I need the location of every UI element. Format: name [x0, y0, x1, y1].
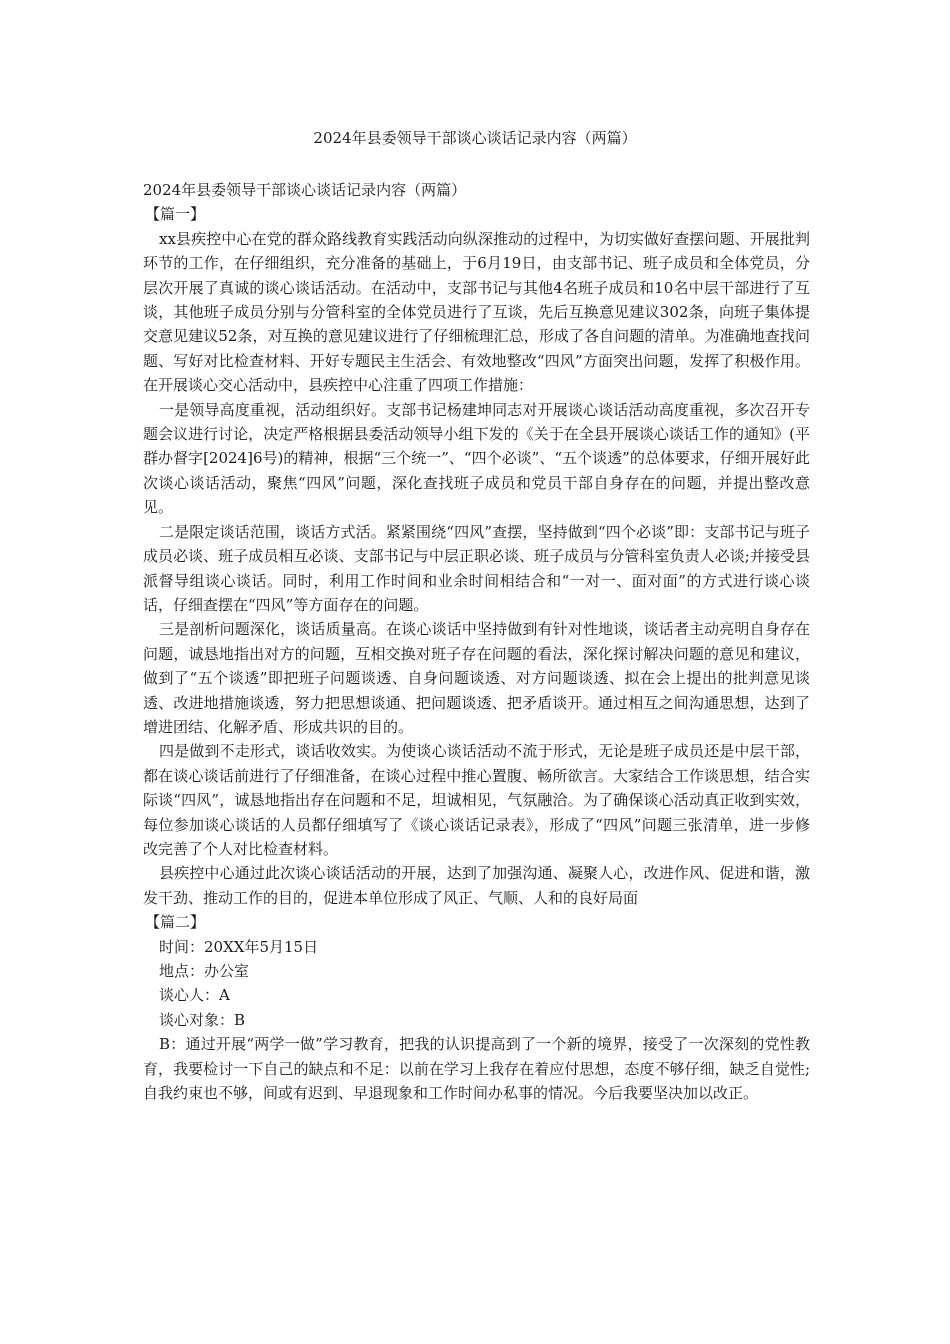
section-heading-2: 【篇二】 — [145, 913, 206, 932]
paragraph: xx县疾控中心在党的群众路线教育实践活动向纵深推动的过程中，为切实做好查摆问题、开展批判环节的工作，在仔细组织，充分准备的基础上，于6月19日，由支部书记、班子成员和全体党员，分层次开展了真诚的谈心谈话活动。在活动中，支部书记与其他4名班子成员和10名中层干部进行了互谈，其他班子成员分别与分管科室的全体党员进行了互谈，先后互换意见建议302条，向班子集体提交意见建议52条，对互换的意见建议进行了仔细梳理汇总，形成了各自问题的清单。为准确地查找问题、写好对比检查材料、开好专题民主生活会、有效地整改“四风”方面突出问题，发挥了积极作用。在开展谈心交心活动中，县疾控中心注重了四项工作措施： — [143, 229, 810, 395]
section-heading-1: 【篇一】 — [145, 205, 206, 224]
paragraph: 三是剖析问题深化，谈话质量高。在谈心谈话中坚持做到有针对性地谈，谈话者主动亮明自身存在问题，诚恳地指出对方的问题，互相交换对班子存在问题的看法，深化探讨解决问题的意见和建议，做到了“五个谈透”即把班子问题谈透、自身问题谈透、对方问题谈透、拟在会上提出的批判意见谈透、改进地措施谈透，努力把思想谈通、把问题谈透、把矛盾谈开。通过相互之间沟通思想，达到了增进团结、化解矛盾、形成共识的目的。 — [143, 620, 810, 736]
meeting-place: 地点：办公室 — [159, 962, 250, 980]
paragraph: 二是限定谈话范围，谈话方式活。紧紧围绕“四风”查摆，坚持做到“四个必谈”即：支部书记与班子成员必谈、班子成员相互必谈、支部书记与中层正职必谈、班子成员与分管科室负责人必谈;并接受县派督导组谈心谈话。同时，利用工作时间和业余时间相结合和“一对一、面对面”的方式进行谈心谈话，仔细查摆在“四风”等方面存在的问题。 — [143, 522, 810, 614]
document-title: 2024年县委领导干部谈心谈话记录内容（两篇） — [313, 129, 637, 147]
document-subtitle: 2024年县委领导干部谈心谈话记录内容（两篇） — [143, 181, 467, 199]
paragraph: 一是领导高度重视，活动组织好。支部书记杨建坤同志对开展谈心谈话活动高度重视，多次召开专题会议进行讨论，决定严格根据县委活动领导小组下发的《关于在全县开展谈心谈话工作的通知》(平群办督字[2024]6号)的精神，根据“三个统一”、“四个必谈”、“五个谈透”的总体要求，仔细开展好此次谈心谈话活动，聚焦“四风”问题，深化查找班子成员和党员干部自身存在的问题，并提出整改意见。 — [143, 400, 810, 517]
paragraph: 县疾控中心通过此次谈心谈话活动的开展，达到了加强沟通、凝聚人心，改进作风、促进和谐，激发干劲、推动工作的目的，促进本单位形成了风正、气顺、人和的良好局面 — [143, 864, 810, 907]
paragraph: 四是做到不走形式，谈话收效实。为使谈心谈话活动不流于形式，无论是班子成员还是中层干部，都在谈心谈话前进行了仔细准备，在谈心过程中推心置腹、畅所欲言。大家结合工作谈思想，结合实际谈“四风”，诚恳地指出存在问题和不足，坦诚相见，气氛融洽。为了确保谈心活动真正收到实效，每位参加谈心谈话的人员都仔细填写了《谈心谈话记录表》，形成了“四风”问题三张清单，进一步修改完善了个人对比检查材料。 — [143, 742, 810, 858]
paragraph: B：通过开展“两学一做”学习教育，把我的认识提高到了一个新的境界，接受了一次深刻的党性教育，我要检讨一下自己的缺点和不足：以前在学习上我存在着应付思想，态度不够仔细，缺乏自觉性;自我约束也不够，间或有迟到、早退现象和工作时间办私事的情况。今后我要坚决加以改正。 — [143, 1035, 810, 1103]
document-body — [143, 178, 810, 1105]
meeting-speaker: 谈心人：A — [159, 986, 230, 1005]
meeting-time: 时间：20XX年5月15日 — [159, 937, 319, 956]
meeting-target: 谈心对象：B — [159, 1010, 246, 1029]
